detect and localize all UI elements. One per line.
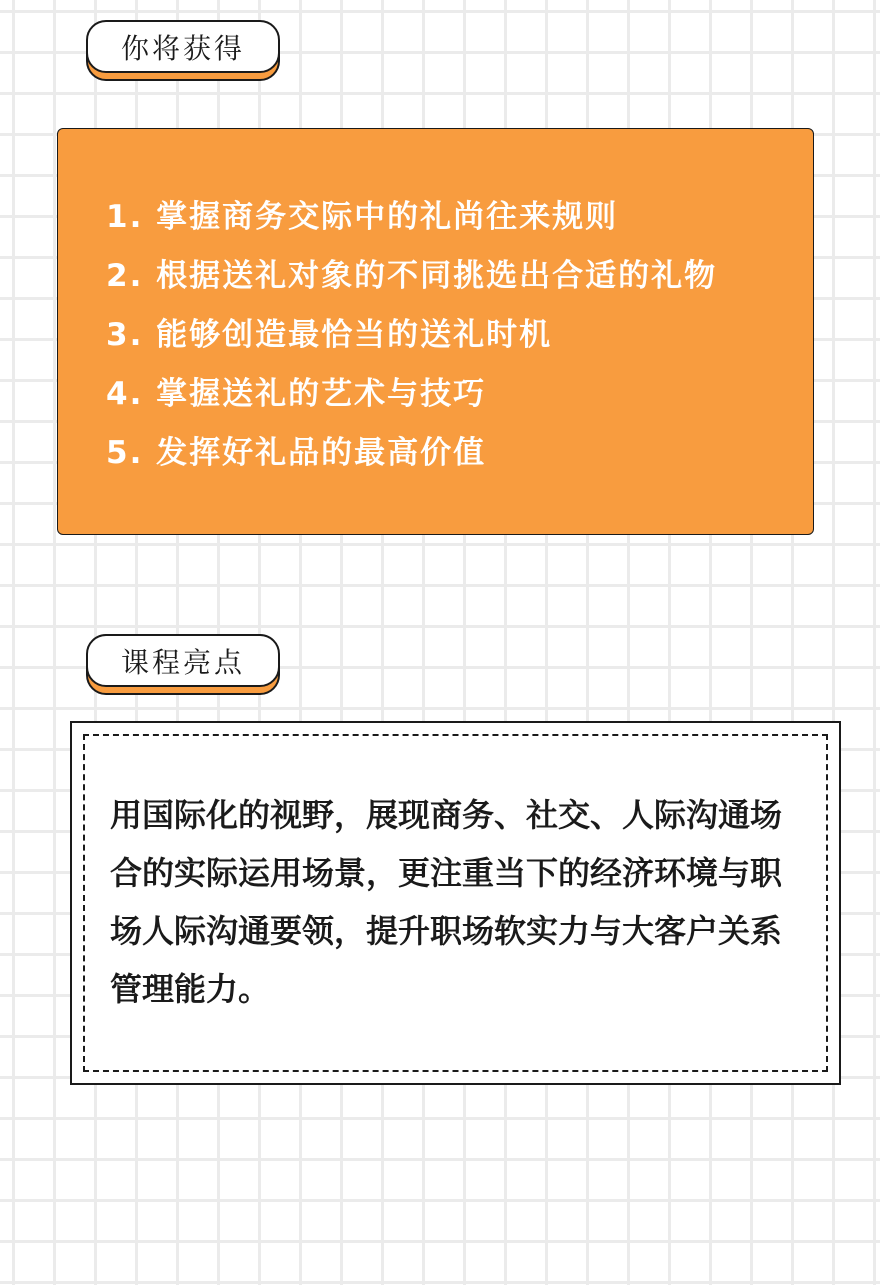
gain-item-2: 2. 根据送礼对象的不同挑选出合适的礼物: [106, 258, 718, 294]
section-tag-gain: [86, 20, 280, 82]
gain-item-4: 4. 掌握送礼的艺术与技巧: [106, 376, 487, 412]
highlights-text: 用国际化的视野，展现商务、社交、人际沟通场合的实际运用场景，更注重当下的经济环境与职场人际沟通要领，提升职场软实力与大客户关系管理能力。: [110, 796, 783, 1008]
section-tag-highlights-label: 课程亮点: [86, 634, 280, 687]
highlights-panel: [70, 721, 841, 1085]
section-tag-gain-label: 你将获得: [86, 20, 280, 73]
gain-item-5: 5. 发挥好礼品的最高价值: [106, 435, 487, 471]
gain-item-3: 3. 能够创造最恰当的送礼时机: [106, 317, 553, 353]
gain-list: [106, 194, 717, 489]
gain-item-1: 1. 掌握商务交际中的礼尚往来规则: [106, 199, 619, 235]
gain-panel: [57, 128, 814, 535]
section-tag-highlights: [86, 634, 280, 696]
